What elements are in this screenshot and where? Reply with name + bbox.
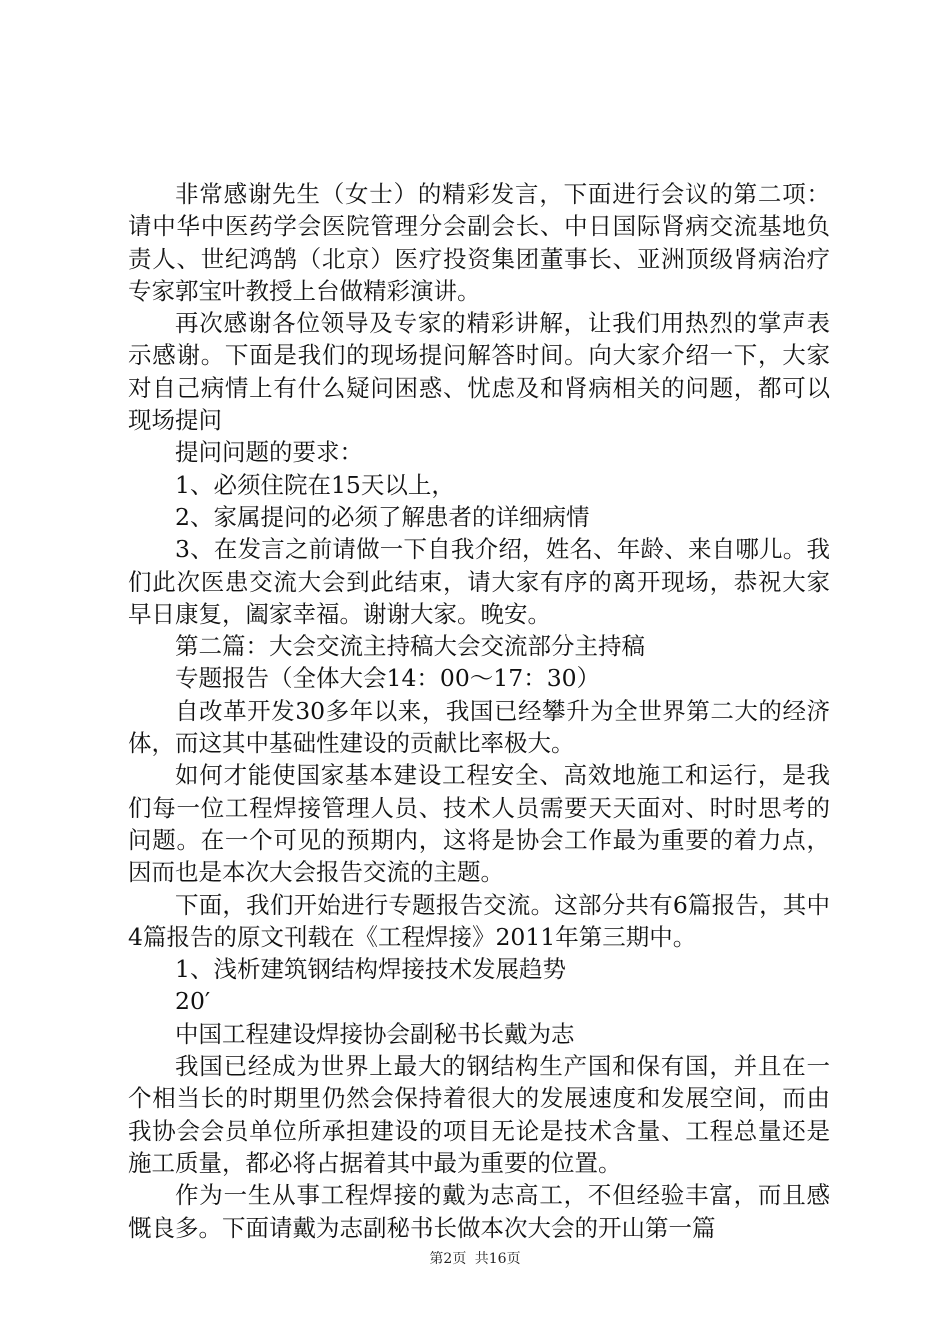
document-body <box>128 178 830 1244</box>
paragraph-4: 1、必须住院在15天以上， <box>175 470 455 499</box>
paragraph-13: 20′ <box>175 987 211 1016</box>
paragraph-1: 非常感谢先生（女士）的精彩发言，下面进行会议的第二项：请中华中医药学会医院管理分会副会长、中日国际肾病交流基地负责人、世纪鸿鹄（北京）医疗投资集团董事长、亚洲顶级肾病治疗专家郭宝叶教授上台做精彩演讲。 <box>128 180 830 305</box>
paragraph-3: 提问问题的要求： <box>175 438 363 467</box>
paragraph-16: 作为一生从事工程焊接的戴为志高工，不但经验丰富，而且感慨良多。下面请戴为志副秘书长做本次大会的开山第一篇 <box>128 1181 830 1242</box>
paragraph-8: 专题报告（全体大会14：00～17：30） <box>175 664 601 693</box>
paragraph-7: 第二篇：大会交流主持稿大会交流部分主持稿 <box>175 632 645 661</box>
paragraph-2: 再次感谢各位领导及专家的精彩讲解，让我们用热烈的掌声表示感谢。下面是我们的现场提问解答时间。向大家介绍一下，大家对自己病情上有什么疑问困惑、忧虑及和肾病相关的问题，都可以现场提问 <box>128 309 830 435</box>
page-number-footer: 第2页 共16页 <box>429 1251 521 1267</box>
paragraph-6: 3、在发言之前请做一下自我介绍，姓名、年龄、来自哪儿。我们此次医患交流大会到此结束，请大家有序的离开现场，恭祝大家早日康复，阖家幸福。谢谢大家。晚安。 <box>128 535 830 628</box>
paragraph-12: 1、浅析建筑钢结构焊接技术发展趋势 <box>175 955 566 984</box>
paragraph-10: 如何才能使国家基本建设工程安全、高效地施工和运行，是我们每一位工程焊接管理人员、技术人员需要天天面对、时时思考的问题。在一个可见的预期内，这将是协会工作最为重要的着力点，因而也是本次大会报告交流的主题。 <box>128 761 830 887</box>
paragraph-9: 自改革开发30多年以来，我国已经攀升为全世界第二大的经济体，而这其中基础性建设的贡献比率极大。 <box>128 696 830 758</box>
paragraph-14: 中国工程建设焊接协会副秘书长戴为志 <box>175 1019 575 1048</box>
paragraph-11: 下面，我们开始进行专题报告交流。这部分共有6篇报告，其中4篇报告的原文刊载在《工程焊接》2011年第三期中。 <box>128 890 830 951</box>
paragraph-5: 2、家属提问的必须了解患者的详细病情 <box>175 502 590 531</box>
paragraph-15: 我国已经成为世界上最大的钢结构生产国和保有国，并且在一个相当长的时期里仍然会保持着很大的发展速度和发展空间，而由我协会会员单位所承担建设的项目无论是技术含量、工程总量还是施工质量，都必将占据着其中最为重要的位置。 <box>128 1052 830 1177</box>
